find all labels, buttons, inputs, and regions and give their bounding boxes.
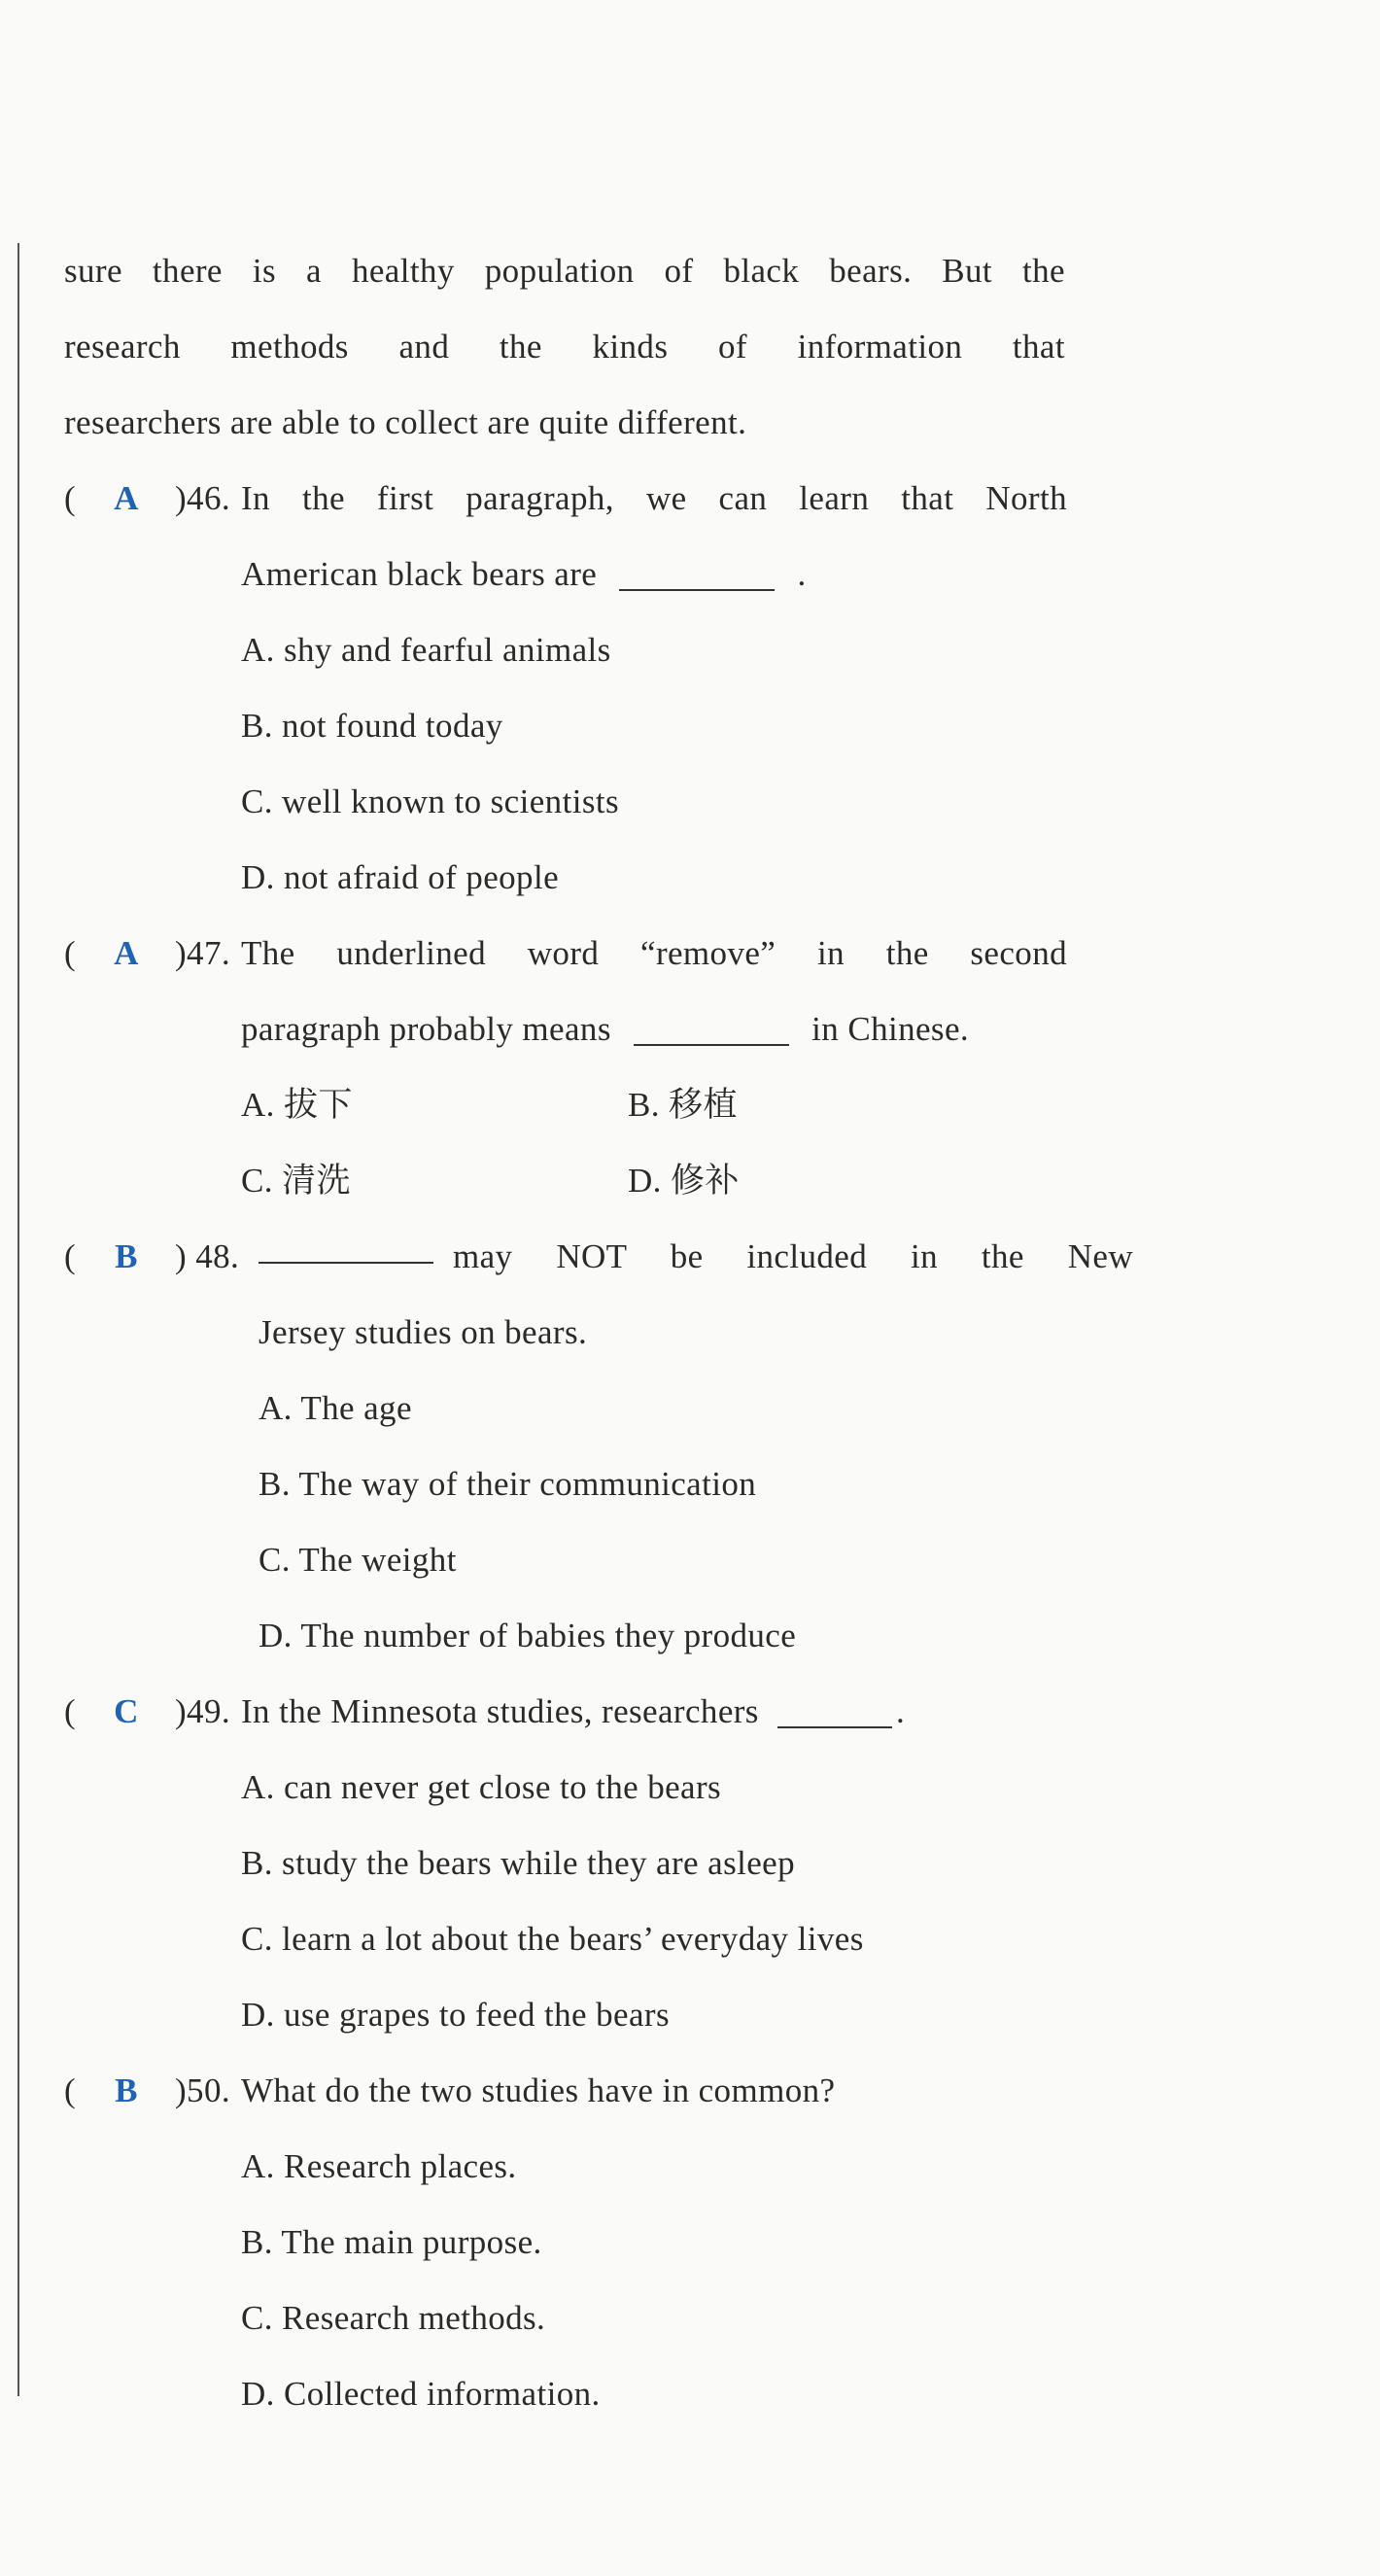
answer-blank (777, 1693, 892, 1728)
option: D. The number of babies they produce (259, 1617, 797, 1654)
question-stem: In the first paragraph, we can learn that North (241, 479, 1067, 517)
margin-rule (17, 243, 19, 2396)
paren-open: ( (64, 2071, 77, 2109)
question-number: )49. (175, 1692, 231, 1730)
paren-open: ( (64, 1237, 77, 1275)
reading-content (64, 233, 1133, 2432)
option: B. The way of their communication (259, 1465, 757, 1503)
stem-text: paragraph probably means (241, 1010, 611, 1048)
option: C. well known to scientists (241, 783, 619, 820)
stem-text: In the Minnesota studies, researchers (241, 1692, 759, 1730)
option: D. Collected information. (241, 2375, 601, 2413)
option: B. The main purpose. (241, 2223, 542, 2261)
passage-line: sure there is a healthy population of black bears. But the (64, 252, 1065, 290)
option: C. The weight (259, 1541, 457, 1579)
option: C. learn a lot about the bears’ everyday lives (241, 1920, 864, 1958)
stem-text: American black bears are (241, 555, 598, 593)
option: D. not afraid of people (241, 858, 560, 896)
answer-50: B (115, 2071, 138, 2109)
question-stem-cont (64, 537, 1075, 612)
option: A. shy and fearful animals (241, 631, 611, 669)
option: D. use grapes to feed the bears (241, 1996, 670, 2034)
answer-blank (259, 1229, 433, 1264)
question-47 (64, 916, 1075, 992)
option: A. 拔下 (241, 1086, 353, 1124)
passage-line: research methods and the kinds of information that (64, 328, 1065, 366)
stem-text: . (797, 555, 807, 593)
option-row (64, 1143, 1075, 1219)
option: A. can never get close to the bears (241, 1768, 722, 1806)
question-48 (64, 1219, 1133, 1295)
question-stem: may NOT be included in the New (453, 1237, 1133, 1275)
question-number: )46. (175, 479, 231, 517)
answer-48: B (115, 1237, 138, 1275)
option: A. The age (259, 1389, 412, 1427)
answer-blank (634, 1011, 789, 1046)
option: B. not found today (241, 707, 503, 745)
paren-open: ( (64, 479, 77, 517)
question-stem-cont (64, 992, 1075, 1067)
question-stem-cont: Jersey studies on bears. (259, 1313, 588, 1351)
question-50 (64, 2053, 1075, 2129)
option: C. 清洗 (241, 1162, 351, 1200)
option: B. study the bears while they are asleep (241, 1844, 795, 1882)
question-46 (64, 461, 1075, 537)
option: A. Research places. (241, 2147, 517, 2185)
stem-text: . (895, 1692, 906, 1730)
paren-open: ( (64, 934, 77, 972)
stem-text: in Chinese. (811, 1010, 970, 1048)
passage-line: researchers are able to collect are quite different. (64, 403, 747, 441)
option-row (64, 1067, 1075, 1143)
answer-47: A (114, 934, 139, 972)
answer-blank (619, 556, 775, 591)
question-stem (241, 1674, 1067, 1750)
question-stem: The underlined word “remove” in the second (241, 934, 1067, 972)
option: D. 修补 (628, 1162, 740, 1200)
answer-49: C (114, 1692, 139, 1730)
question-stem: What do the two studies have in common? (241, 2071, 836, 2109)
question-49 (64, 1674, 1075, 1750)
paren-open: ( (64, 1692, 77, 1730)
question-number: )47. (175, 934, 231, 972)
option: B. 移植 (628, 1086, 738, 1124)
option: C. Research methods. (241, 2299, 546, 2337)
question-number: )50. (175, 2071, 231, 2109)
question-number: ) 48. (175, 1237, 240, 1275)
answer-46: A (114, 479, 139, 517)
